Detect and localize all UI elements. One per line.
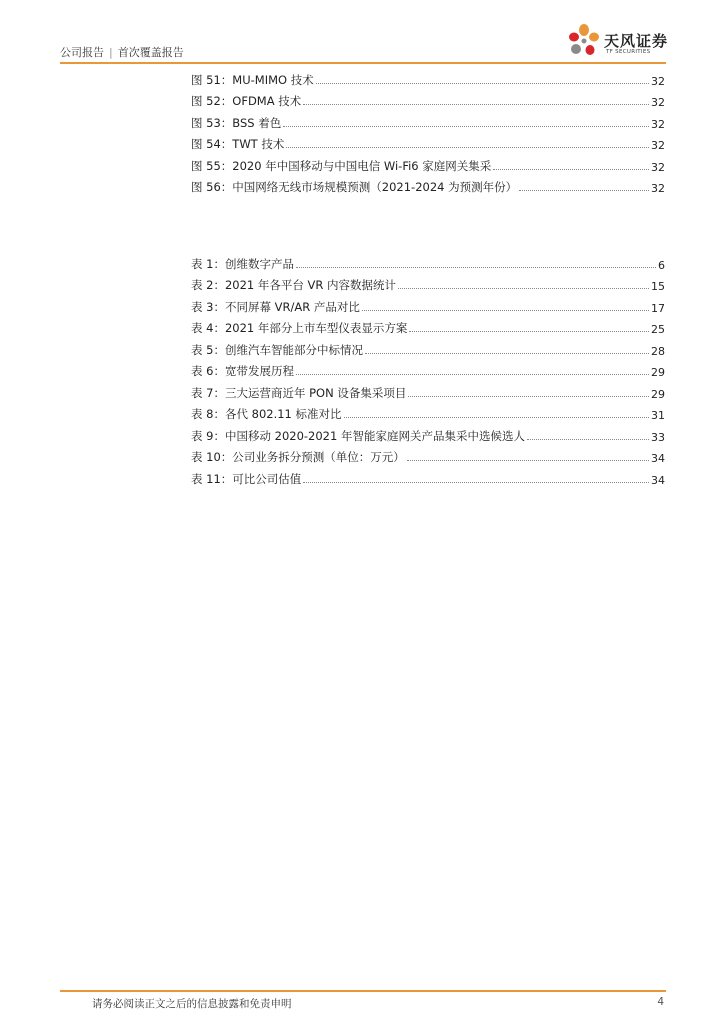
figure-entry-title: 图 56：中国网络无线市场规模预测（2021-2024 为预测年份） [191, 180, 518, 194]
table-entry-page: 17 [651, 301, 665, 315]
table-entry-title: 表 2：2021 年各平台 VR 内容数据统计 [191, 278, 397, 292]
logo-name: 天风证券 [604, 32, 669, 50]
table-entry-page: 33 [651, 430, 665, 444]
dot-leader [365, 353, 649, 354]
table-entry[interactable] [191, 336, 665, 358]
dot-leader [408, 396, 649, 397]
table-entry-page: 15 [651, 280, 665, 293]
figure-entry-title: 图 54：TWT 技术 [191, 137, 285, 151]
figure-entry-title: 图 52：OFDMA 技术 [191, 94, 302, 108]
table-entry-title: 表 1：创维数字产品 [191, 256, 294, 271]
table-entry-title: 表 10：公司业务拆分预测（单位：万元） [191, 450, 405, 464]
header-divider [60, 62, 666, 64]
figure-entry-page: 32 [651, 182, 665, 195]
footer-divider [60, 990, 666, 992]
figure-entry-title: 图 53：BSS 着色 [191, 115, 282, 130]
page-number: 4 [657, 996, 664, 1008]
table-entry-page: 34 [651, 452, 665, 465]
dot-leader [407, 460, 649, 461]
dot-leader [493, 169, 649, 170]
table-entry[interactable] [191, 444, 665, 466]
figure-entry-page: 32 [651, 160, 665, 174]
table-entry-page: 29 [651, 387, 665, 401]
table-entry[interactable] [191, 465, 665, 487]
figure-entry-page: 32 [651, 139, 665, 152]
logo-name-en: TF SECURITIES [606, 49, 651, 55]
figure-entry-title: 图 55：2020 年中国移动与中国电信 Wi-Fi6 家庭网关集采 [191, 158, 492, 173]
table-entry-title: 表 4：2021 年部分上市车型仪表显示方案 [191, 321, 408, 335]
report-type-label [60, 44, 184, 60]
table-entry-title: 表 11：可比公司估值 [191, 471, 302, 486]
table-entry[interactable] [191, 250, 665, 272]
dot-leader [398, 288, 649, 289]
dot-leader [296, 267, 656, 268]
dot-leader [409, 331, 649, 332]
dot-leader [362, 310, 649, 311]
figure-entry[interactable] [191, 88, 665, 110]
report-type: 公司报告 [60, 46, 104, 59]
figure-entry[interactable] [191, 66, 665, 88]
table-entry[interactable] [191, 379, 665, 401]
figure-entry-page: 32 [651, 96, 665, 109]
table-entry[interactable] [191, 422, 665, 444]
figure-entry[interactable] [191, 174, 665, 196]
table-list [191, 250, 665, 487]
figure-entry-page: 32 [651, 117, 665, 131]
table-entry-page: 6 [658, 258, 665, 272]
report-subtype: 首次覆盖报告 [117, 46, 184, 59]
footer-disclaimer: 请务必阅读正文之后的信息披露和免责申明 [92, 998, 292, 1010]
dot-leader [283, 126, 649, 127]
table-entry-title: 表 6：宽带发展历程 [191, 364, 294, 378]
flower-logo-icon [566, 22, 602, 60]
dot-leader [303, 104, 649, 105]
table-entry[interactable] [191, 293, 665, 315]
table-entry-page: 28 [651, 344, 665, 358]
figure-entry-page: 32 [651, 74, 665, 88]
table-entry[interactable] [191, 272, 665, 294]
dot-leader [286, 147, 649, 148]
table-entry-page: 31 [651, 409, 665, 422]
figure-entry[interactable] [191, 152, 665, 174]
dot-leader [519, 190, 649, 191]
table-entry-title: 表 9：中国移动 2020-2021 年智能家庭网关产品集采中选候选人 [191, 428, 525, 443]
table-entry-page: 25 [651, 323, 665, 336]
dot-leader [296, 374, 649, 375]
figure-entry[interactable] [191, 131, 665, 153]
table-entry-page: 34 [651, 473, 665, 487]
table-entry[interactable] [191, 315, 665, 337]
table-entry-title: 表 5：创维汽车智能部分中标情况 [191, 342, 363, 357]
dot-leader [527, 439, 649, 440]
dot-leader [303, 482, 649, 483]
dot-leader [344, 417, 649, 418]
table-entry-title: 表 7：三大运营商近年 PON 设备集采项目 [191, 385, 407, 400]
header-separator: | [109, 46, 113, 59]
table-entry-page: 29 [651, 366, 665, 379]
dot-leader [316, 83, 649, 84]
table-entry-title: 表 3：不同屏幕 VR/AR 产品对比 [191, 299, 360, 314]
figure-entry-title: 图 51：MU-MIMO 技术 [191, 72, 314, 87]
table-entry[interactable] [191, 401, 665, 423]
figure-list [191, 66, 665, 195]
company-logo [566, 22, 669, 62]
table-entry[interactable] [191, 358, 665, 380]
figure-entry[interactable] [191, 109, 665, 131]
table-entry-title: 表 8：各代 802.11 标准对比 [191, 407, 342, 421]
